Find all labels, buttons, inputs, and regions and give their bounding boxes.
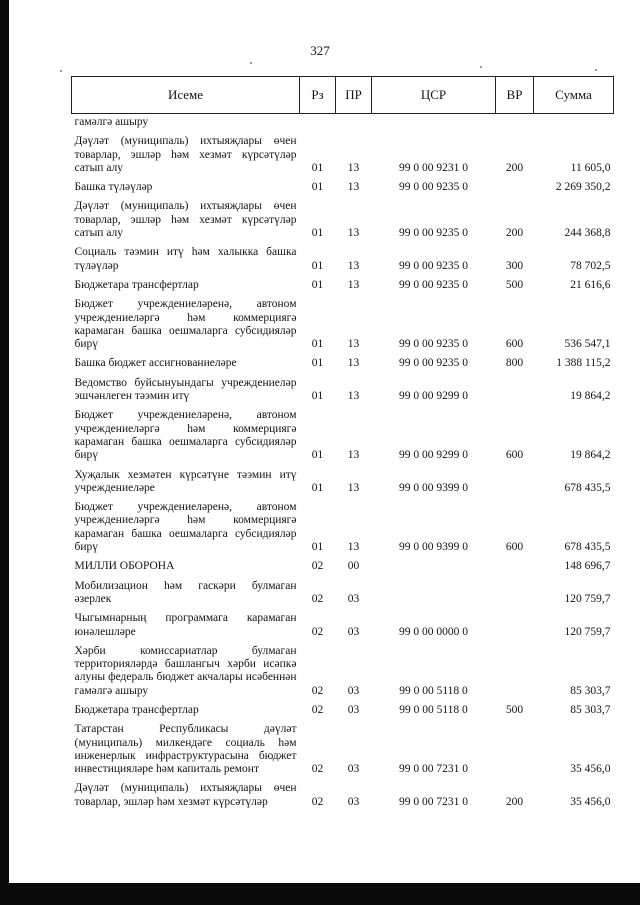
row-vr: 500: [505, 278, 524, 291]
row-csr: 99 0 00 9235 0: [399, 278, 468, 291]
table-header-row: [72, 77, 614, 114]
row-sum: 678 435,5: [564, 481, 611, 494]
row-csr: 99 0 00 9235 0: [399, 259, 468, 272]
row-rz: 01: [311, 481, 324, 494]
table-row: [72, 556, 614, 575]
row-sum: 120 759,7: [564, 592, 611, 605]
row-rz: 02: [311, 795, 324, 808]
row-csr: 99 0 00 9299 0: [399, 449, 468, 462]
table-row: [72, 196, 614, 242]
row-sum: 148 696,7: [564, 560, 611, 573]
row-rz: 01: [311, 161, 324, 174]
row-rz: 01: [311, 338, 324, 351]
table-row: [72, 641, 614, 700]
row-name: Бюджет учреждениеләренә, автоном учреждениеләргә һәм коммерциягә карамаган башка оешмаларга субсидияләр бирү: [74, 501, 297, 554]
row-pr: 00: [347, 560, 360, 573]
row-pr: 13: [347, 278, 360, 291]
row-csr: 99 0 00 9235 0: [399, 227, 468, 240]
row-name: МИЛЛИ ОБОРОНА: [74, 560, 175, 573]
row-vr: 200: [505, 795, 524, 808]
row-pr: 03: [347, 592, 360, 605]
row-vr: 600: [505, 449, 524, 462]
row-sum: 536 547,1: [564, 338, 611, 351]
scan-speck: [480, 66, 482, 68]
row-name: Бюджет учреждениеләренә, автоном учреждениеләргә һәм коммерциягә карамаган башка оешмаларга субсидияләр бирү: [74, 409, 297, 462]
row-pr: 03: [347, 703, 360, 716]
budget-table: [71, 76, 614, 811]
row-vr: [496, 556, 534, 575]
row-rz: 02: [311, 684, 324, 697]
row-rz: 02: [311, 592, 324, 605]
row-sum: 2 269 350,2: [555, 181, 611, 194]
table-row: [72, 353, 614, 372]
row-csr: 99 0 00 9235 0: [399, 338, 468, 351]
row-name: Бюджетара трансфертлар: [74, 278, 199, 291]
row-name: Башка түләүләр: [74, 181, 153, 194]
column-header-name: Исеме: [72, 77, 300, 114]
scan-speck: [250, 62, 252, 64]
row-pr: 13: [347, 390, 360, 403]
table-row: [72, 114, 614, 132]
column-header-pr: ПР: [336, 77, 372, 114]
row-rz: 01: [311, 227, 324, 240]
row-pr: 13: [347, 449, 360, 462]
row-pr: 03: [347, 625, 360, 638]
row-name: Хәрби комиссариатлар булмаган территорияләрдә башлангыч хәрби исәпкә алуны федераль бюджет акчалары исәбеннән гамәлгә ашыру: [74, 644, 297, 697]
row-sum: 678 435,5: [564, 541, 611, 554]
table-row: [72, 177, 614, 196]
row-rz: [300, 114, 336, 132]
row-csr: 99 0 00 9299 0: [399, 390, 468, 403]
row-name: Бюджетара трансфертлар: [74, 703, 199, 716]
row-name: Башка бюджет ассигнованиеләре: [74, 357, 237, 370]
row-sum: 19 864,2: [570, 390, 611, 403]
scan-speck: [60, 70, 62, 72]
table-row: [72, 242, 614, 275]
table-row: [72, 778, 614, 811]
row-name: Дәүләт (муниципаль) ихтыяҗлары өчен товарлар, эшләр һәм хезмәт күрсәтүләр: [74, 782, 297, 808]
row-name: гамәлгә ашыру: [74, 116, 149, 128]
row-sum: 85 303,7: [570, 684, 611, 697]
row-sum: 11 605,0: [570, 161, 611, 174]
row-pr: 13: [347, 161, 360, 174]
row-pr: [336, 114, 372, 132]
row-name: Чыгымнарның программага карамаган юнәлешләре: [74, 612, 297, 638]
row-sum: 19 864,2: [570, 449, 611, 462]
row-vr: [496, 576, 534, 609]
row-vr: [496, 177, 534, 196]
table-row: [72, 373, 614, 406]
table-row: [72, 275, 614, 294]
table-row: [72, 405, 614, 464]
row-vr: 300: [505, 259, 524, 272]
row-rz: 01: [311, 278, 324, 291]
row-sum: 35 456,0: [570, 795, 611, 808]
row-csr: 99 0 00 9235 0: [399, 181, 468, 194]
row-pr: 03: [347, 763, 360, 776]
table-row: [72, 465, 614, 498]
table-row: [72, 608, 614, 641]
table-row: [72, 497, 614, 556]
table-row: [72, 700, 614, 719]
row-csr: 99 0 00 5118 0: [399, 684, 468, 697]
row-name: Ведомство буйсынуындагы учреждениеләр эшчәнлеген тәэмин итү: [74, 376, 297, 403]
row-pr: 13: [347, 227, 360, 240]
scan-bottom-edge: [0, 883, 640, 905]
row-sum: 244 368,8: [564, 227, 611, 240]
table-row: [72, 576, 614, 609]
row-rz: 01: [311, 541, 324, 554]
row-pr: 13: [347, 357, 360, 370]
row-csr: 99 0 00 7231 0: [399, 763, 468, 776]
row-rz: 02: [311, 703, 324, 716]
row-name: Татарстан Республикасы дәүләт (муниципаль) милкендәге социаль һәм инженерлык инфраструктурасына бюджет инвестицияләре һәм капиталь ремонт: [74, 723, 297, 776]
row-pr: 13: [347, 338, 360, 351]
table-row: [72, 294, 614, 353]
row-pr: 13: [347, 259, 360, 272]
row-rz: 01: [311, 357, 324, 370]
row-vr: 800: [505, 357, 524, 370]
row-sum: 85 303,7: [570, 703, 611, 716]
row-pr: 13: [347, 181, 360, 194]
page-number: 327: [310, 43, 330, 58]
row-sum: 120 759,7: [564, 625, 611, 638]
row-pr: 03: [347, 684, 360, 697]
row-rz: 01: [311, 449, 324, 462]
row-vr: 500: [505, 703, 524, 716]
row-csr: 99 0 00 0000 0: [399, 625, 468, 638]
scan-left-edge: [0, 0, 9, 905]
row-rz: 01: [311, 259, 324, 272]
row-name: Дәүләт (муниципаль) ихтыяҗлары өчен товарлар, эшләр һәм хезмәт күрсәтүләр сатып алу: [74, 135, 297, 174]
table-row: [72, 719, 614, 778]
row-vr: [496, 641, 534, 700]
row-vr: [496, 373, 534, 406]
row-vr: 200: [505, 227, 524, 240]
row-vr: 200: [505, 161, 524, 174]
row-name: Бюджет учреждениеләренә, автоном учреждениеләргә һәм коммерциягә карамаган башка оешмаларга субсидияләр бирү: [74, 298, 297, 351]
row-vr: [496, 465, 534, 498]
row-csr: [372, 114, 496, 132]
row-sum: 35 456,0: [570, 763, 611, 776]
row-rz: 02: [311, 560, 324, 573]
row-csr: 99 0 00 9235 0: [399, 357, 468, 370]
column-header-csr: ЦСР: [372, 77, 496, 114]
row-sum: 1 388 115,2: [556, 357, 611, 370]
table-row: [72, 131, 614, 177]
row-sum: 21 616,6: [570, 278, 611, 291]
row-sum: 78 702,5: [570, 259, 611, 272]
row-pr: 13: [347, 541, 360, 554]
row-vr: [496, 114, 534, 132]
row-name: Социаль тәэмин итү һәм халыкка башка түләүләр: [74, 246, 297, 272]
row-name: Мобилизацион һәм гаскәри булмаган әзерлек: [74, 579, 297, 605]
row-rz: 02: [311, 763, 324, 776]
row-vr: 600: [505, 541, 524, 554]
row-csr: 99 0 00 9399 0: [399, 541, 468, 554]
scan-speck: [595, 69, 597, 71]
row-sum: [534, 114, 614, 132]
column-header-sum: Сумма: [534, 77, 614, 114]
row-rz: 01: [311, 181, 324, 194]
column-header-vr: ВР: [496, 77, 534, 114]
row-csr: [372, 576, 496, 609]
row-csr: 99 0 00 5118 0: [399, 703, 468, 716]
row-vr: 600: [505, 338, 524, 351]
row-csr: [372, 556, 496, 575]
row-rz: 02: [311, 625, 324, 638]
row-name: Дәүләт (муниципаль) ихтыяҗлары өчен товарлар, эшләр һәм хезмәт күрсәтүләр сатып алу: [74, 200, 297, 240]
row-vr: [496, 719, 534, 778]
row-rz: 01: [311, 390, 324, 403]
row-pr: 13: [347, 481, 360, 494]
row-vr: [496, 608, 534, 641]
row-csr: 99 0 00 7231 0: [399, 795, 468, 808]
row-csr: 99 0 00 9399 0: [399, 481, 468, 494]
table-body: [72, 114, 614, 812]
row-csr: 99 0 00 9231 0: [399, 161, 468, 174]
row-pr: 03: [347, 795, 360, 808]
row-name: Хуҗалык хезмәтен күрсәтүне тәэмин итү учреждениеләре: [74, 468, 297, 494]
column-header-rz: Рз: [300, 77, 336, 114]
